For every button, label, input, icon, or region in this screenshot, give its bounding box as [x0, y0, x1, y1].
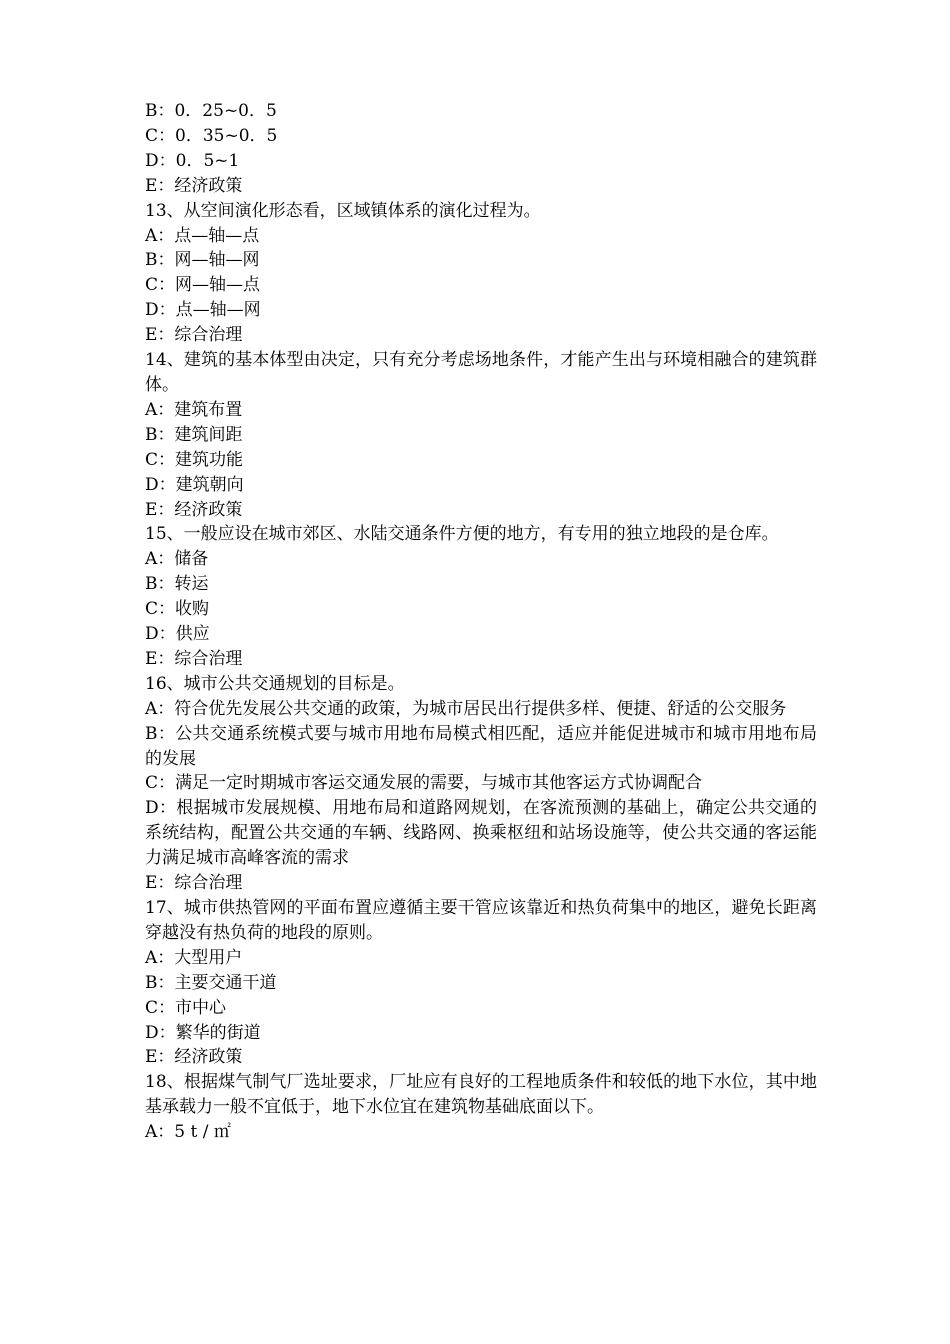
option-c-q14: C：建筑功能: [145, 449, 244, 470]
option-a-q16: A：符合优先发展公共交通的政策，为城市居民出行提供多样、便捷、舒适的公交服务: [145, 698, 787, 719]
document-page: [145, 99, 817, 1145]
option-e-q16: E：综合治理: [145, 873, 243, 894]
option-d-q13: D：点—轴—网: [145, 300, 261, 321]
option-a-q18: A：5 t / ㎡: [145, 1122, 231, 1143]
option-e-q15: E：综合治理: [145, 648, 243, 669]
option-d-q15: D：供应: [145, 624, 210, 645]
option-b-q17: B：主要交通干道: [145, 972, 277, 993]
option-d-q16: D：根据城市发展规模、用地布局和道路网规划，在客流预测的基础上，确定公共交通的系统结构，配置公共交通的车辆、线路网、换乘枢纽和站场设施等，使公共交通的客运能力满足城市高峰客流的需求: [145, 798, 817, 869]
option-a-q13: A：点—轴—点: [145, 225, 260, 246]
question-13: 13、从空间演化形态看，区域镇体系的演化过程为。: [145, 200, 541, 221]
option-e-q12: E：经济政策: [145, 175, 243, 196]
option-e-q13: E：综合治理: [145, 325, 243, 346]
option-c-q13: C：网—轴—点: [145, 275, 261, 296]
option-b-q12: B：0．25~0．5: [145, 101, 277, 121]
option-b-q15: B：转运: [145, 574, 209, 595]
option-a-q14: A：建筑布置: [145, 399, 243, 420]
option-c-q17: C：市中心: [145, 997, 227, 1018]
option-d-q12: D：0．5~1: [145, 150, 240, 171]
option-e-q17: E：经济政策: [145, 1047, 243, 1068]
option-b-q14: B：建筑间距: [145, 424, 243, 445]
option-a-q15: A：储备: [145, 549, 209, 570]
option-b-q16: B：公共交通系统模式要与城市用地布局模式相匹配，适应并能促进城市和城市用地布局的发展: [145, 723, 817, 769]
question-15: 15、一般应设在城市郊区、水陆交通条件方便的地方，有专用的独立地段的是仓库。: [145, 524, 779, 545]
option-a-q17: A：大型用户: [145, 947, 243, 968]
option-b-q13: B：网—轴—网: [145, 250, 260, 271]
question-18: 18、根据煤气制气厂选址要求，厂址应有良好的工程地质条件和较低的地下水位，其中地基承载力一般不宜低于，地下水位宜在建筑物基础底面以下。: [145, 1072, 817, 1118]
question-14: 14、建筑的基本体型由决定，只有充分考虑场地条件，才能产生出与环境相融合的建筑群体。: [145, 350, 817, 395]
question-16: 16、城市公共交通规划的目标是。: [145, 673, 405, 694]
question-17: 17、城市供热管网的平面布置应遵循主要干管应该靠近和热负荷集中的地区，避免长距离穿越没有热负荷的地段的原则。: [145, 898, 817, 943]
option-d-q14: D：建筑朝向: [145, 474, 244, 495]
option-c-q16: C：满足一定时期城市客运交通发展的需要，与城市其他客运方式协调配合: [145, 773, 703, 794]
option-e-q14: E：经济政策: [145, 499, 243, 520]
option-c-q15: C：收购: [145, 599, 210, 620]
option-c-q12: C：0．35~0．5: [145, 125, 278, 146]
option-d-q17: D：繁华的街道: [145, 1022, 261, 1043]
